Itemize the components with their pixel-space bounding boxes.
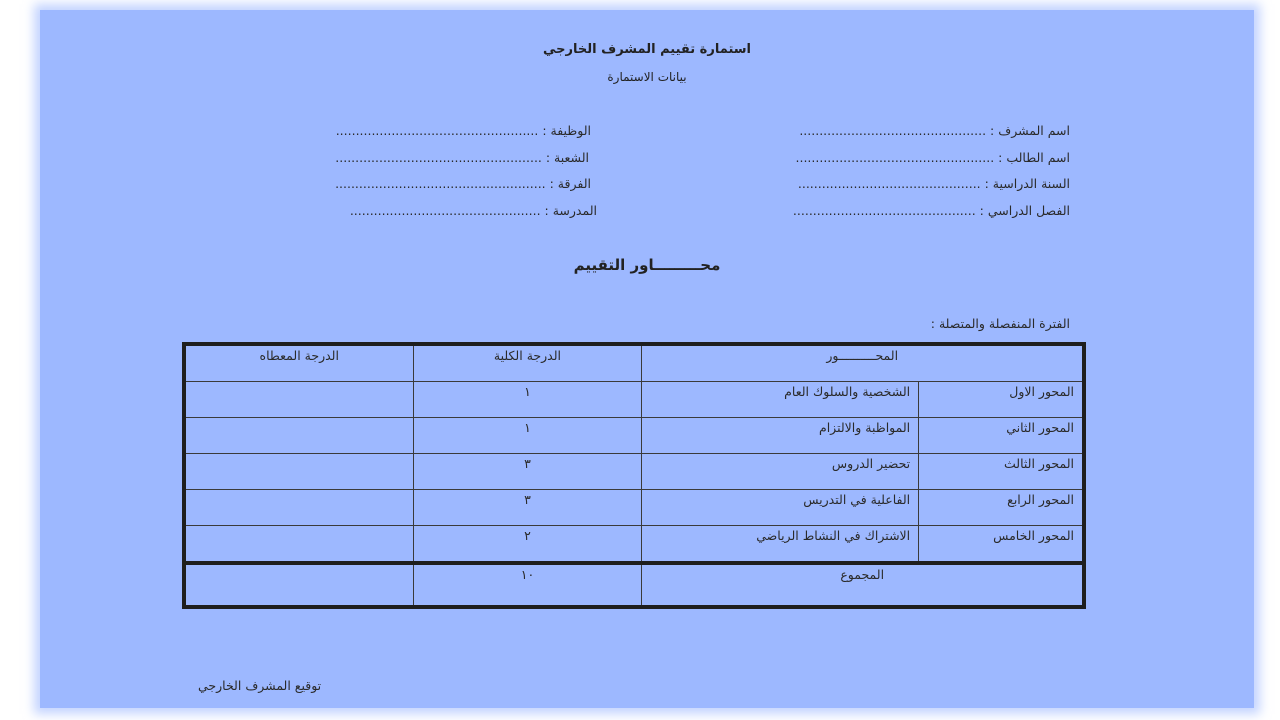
- header-axis: المحــــــــــور: [642, 344, 1084, 382]
- axis-cell: المحور الرابع: [919, 490, 1084, 526]
- header-total-grade: الدرجة الكلية: [413, 344, 642, 382]
- axis-cell: المحور الاول: [919, 382, 1084, 418]
- given-grade-cell[interactable]: [184, 490, 413, 526]
- total-sum-cell: ١٠: [413, 563, 642, 607]
- given-grade-cell[interactable]: [184, 526, 413, 564]
- total-given-cell[interactable]: [184, 563, 413, 607]
- total-grade-cell: ١: [413, 418, 642, 454]
- form-subtitle: بيانات الاستمارة: [607, 70, 687, 84]
- table-header-row: [184, 344, 1084, 382]
- total-grade-cell: ١: [413, 382, 642, 418]
- header-given-grade: الدرجة المعطاه: [184, 344, 413, 382]
- axis-cell: المحور الخامس: [919, 526, 1084, 564]
- class-field: الفرقة : .....................................................: [335, 176, 591, 191]
- topic-cell: تحضير الدروس: [642, 454, 919, 490]
- axis-cell: المحور الثاني: [919, 418, 1084, 454]
- table-row: [184, 454, 1084, 490]
- topic-cell: الفاعلية في التدريس: [642, 490, 919, 526]
- total-grade-cell: ٢: [413, 526, 642, 564]
- semester-field: الفصل الدراسي : ..............................................: [792, 203, 1070, 218]
- table-row: [184, 418, 1084, 454]
- given-grade-cell[interactable]: [184, 418, 413, 454]
- evaluation-table: [182, 342, 1086, 609]
- period-label: الفترة المنفصلة والمتصلة :: [930, 316, 1070, 331]
- form-title: استمارة تقييم المشرف الخارجي: [543, 42, 751, 57]
- academic-year-field: السنة الدراسية : ..............................................: [797, 176, 1070, 191]
- total-grade-cell: ٣: [413, 490, 642, 526]
- student-name-field: اسم الطالب : ..................................................: [795, 150, 1070, 165]
- table-row: [184, 382, 1084, 418]
- document-page: [40, 10, 1254, 708]
- table-row: [184, 526, 1084, 564]
- given-grade-cell[interactable]: [184, 382, 413, 418]
- division-field: الشعبة : ....................................................: [335, 150, 589, 165]
- table-row: [184, 490, 1084, 526]
- total-grade-cell: ٣: [413, 454, 642, 490]
- job-field: الوظيفة : ...................................................: [335, 123, 591, 138]
- signature-label: توقيع المشرف الخارجي: [198, 678, 322, 693]
- given-grade-cell[interactable]: [184, 454, 413, 490]
- axes-heading: محـــــــــاور التقييم: [573, 256, 721, 274]
- school-field: المدرسة : ................................................: [349, 203, 597, 218]
- topic-cell: الشخصية والسلوك العام: [642, 382, 919, 418]
- total-row: [184, 563, 1084, 607]
- topic-cell: المواظبة والالتزام: [642, 418, 919, 454]
- total-label: المجموع: [642, 563, 1084, 607]
- axis-cell: المحور الثالث: [919, 454, 1084, 490]
- topic-cell: الاشتراك في النشاط الرياضي: [642, 526, 919, 564]
- supervisor-name-field: اسم المشرف : ...............................................: [799, 123, 1070, 138]
